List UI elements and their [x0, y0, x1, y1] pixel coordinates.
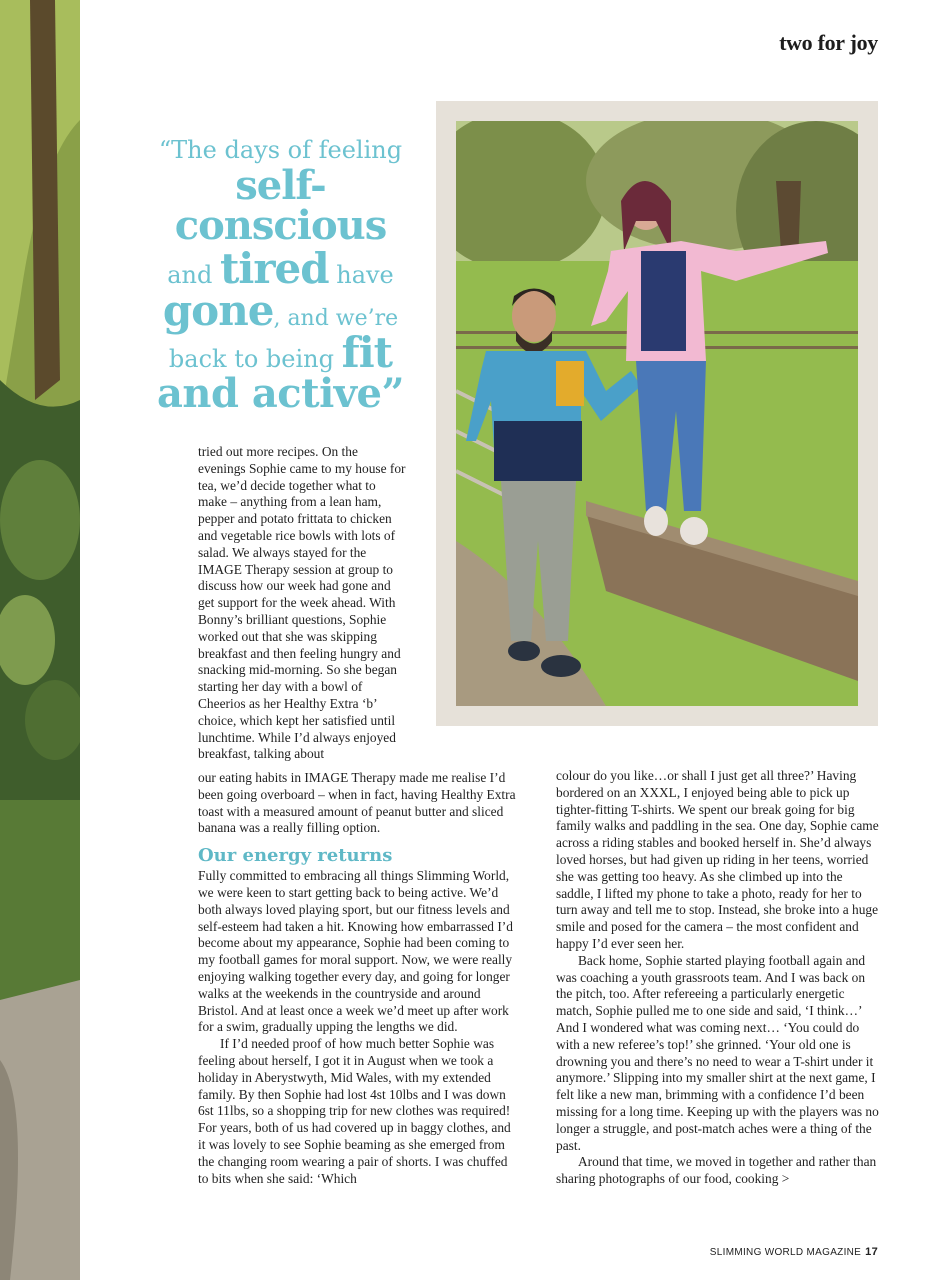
- section-tag: two for joy: [779, 30, 878, 55]
- column-right-paragraph-1: colour do you like…or shall I just get all three?’ Having bordered on an XXXL, I enjoyed being able to pick up tighter-fitting T-shirts. We spent our break going for big family walks and paddling in the sea. One day, Sophie came across a riding stables and booked herself in. She’d always loved horses, but had given up riding in her teens, worried she was getting too heavy. As she climbed up into the saddle, I lifted my phone to take a photo, ready for her to turn away and tell me to stop. Instead, she broke into a huge smile and posed for the camera – the most confident and happy I’d ever seen her.: [556, 768, 879, 951]
- pull-quote-gone: gone: [162, 286, 274, 335]
- pull-quote-fit: fit: [341, 328, 393, 377]
- column-left-paragraph-1: Fully committed to embracing all things Slimming World, we were keen to start getting back to being active. We’d both always loved playing sport, but our fitness levels and self-esteem had taken a hit. Knowing how embarrassed I’d become about my appearance, Sophie had been coming to my football games for moral support. Now, we were really enjoying walking together every day, and going for longer walks at the weekends in the countryside and around Bristol. And at least once a week we’d meet up after work for a swim, gradually upping the lengths we did.: [198, 868, 513, 1035]
- column-left: [198, 770, 520, 1187]
- pull-quote: [138, 136, 423, 417]
- pull-quote-have: have: [336, 261, 394, 289]
- column-narrow-text: tried out more recipes. On the evenings Sophie came to my house for tea, we’d decide together what to make – anything from a lean ham, pepper and potato frittata to chicken and vegetable rice bowls with lots of salad. We always stayed for the IMAGE Therapy session at group to discuss how our week had gone and get support for the week ahead. With Bonny’s brilliant questions, Sophie worked out that she was skipping breakfast and then feeling hungry and snacking mid-morning. So she began starting her day with a bowl of Cheerios as her Healthy Extra ‘b’ choice, which kept her satisfied until lunchtime. While I’d always enjoyed breakfast, talking about: [198, 444, 406, 762]
- subheading: Our energy returns: [198, 845, 393, 867]
- column-left-paragraph-2: If I’d needed proof of how much better Sophie was feeling about herself, I got it in August when we took a holiday in Aberystwyth, Mid Wales, with my extended family. By then Sophie had lost 4st 10lbs and I was down 6st 11lbs, so a shopping trip for new clothes was required! For years, both of us had covered up in baggy clothes, and it was lovely to see Sophie beaming as she emerged from the changing room wearing a pair of shorts. I was chuffed to bits when she said: ‘Which: [198, 1036, 511, 1186]
- pull-quote-line-4: [138, 286, 423, 335]
- pull-quote-line-2: self-conscious: [174, 162, 387, 249]
- garden-photo: [0, 0, 80, 1280]
- pull-quote-and-were: , and we’re: [273, 306, 399, 331]
- garden-photo-strip: [0, 0, 80, 1280]
- column-right-paragraph-2: Back home, Sophie started playing football again and was coaching a youth grassroots team. And I was back on the pitch, too. After refereeing a particularly energetic match, Sophie pulled me to one side and said, ‘I think…’ And I wondered what was coming next… ‘You could do with a new referee’s top!’ she grinned. ‘Your old one is drowning you and there’s no need to wear a T-shirt under it anymore.’ Slipping into my smaller shirt at the next game, I felt like a new man, brimming with a confidence I’d been missing for a long time. Keeping up with the players was no longer a struggle, and post-match aches were a thing of the past.: [556, 952, 879, 1153]
- couple-photo: [456, 121, 858, 706]
- couple-on-wall-illustration: [456, 121, 858, 706]
- pull-quote-line-5: [138, 328, 423, 377]
- pull-quote-line-3: [138, 244, 423, 293]
- column-narrow: [198, 444, 408, 763]
- column-right-paragraph-3: Around that time, we moved in together and rather than sharing photographs of our food, cooking >: [556, 1154, 877, 1187]
- pull-quote-line-1: “The days of feeling: [158, 136, 403, 164]
- magazine-name: SLIMMING WORLD MAGAZINE: [709, 1247, 862, 1258]
- pull-quote-tired: tired: [220, 244, 329, 293]
- pull-quote-back-to-being: back to being: [168, 345, 334, 373]
- pull-quote-line-6: and active”: [156, 370, 405, 417]
- photo-frame: [436, 101, 878, 726]
- column-left-intro: our eating habits in IMAGE Therapy made me realise I’d been going overboard – when in fact, having Healthy Extra toast with a measured amount of peanut butter and sliced banana was a really filling option.: [198, 770, 516, 836]
- page-number: 17: [865, 1246, 878, 1258]
- column-right: [556, 768, 880, 1188]
- pull-quote-and: and: [167, 261, 213, 289]
- page-footer: [710, 1246, 878, 1258]
